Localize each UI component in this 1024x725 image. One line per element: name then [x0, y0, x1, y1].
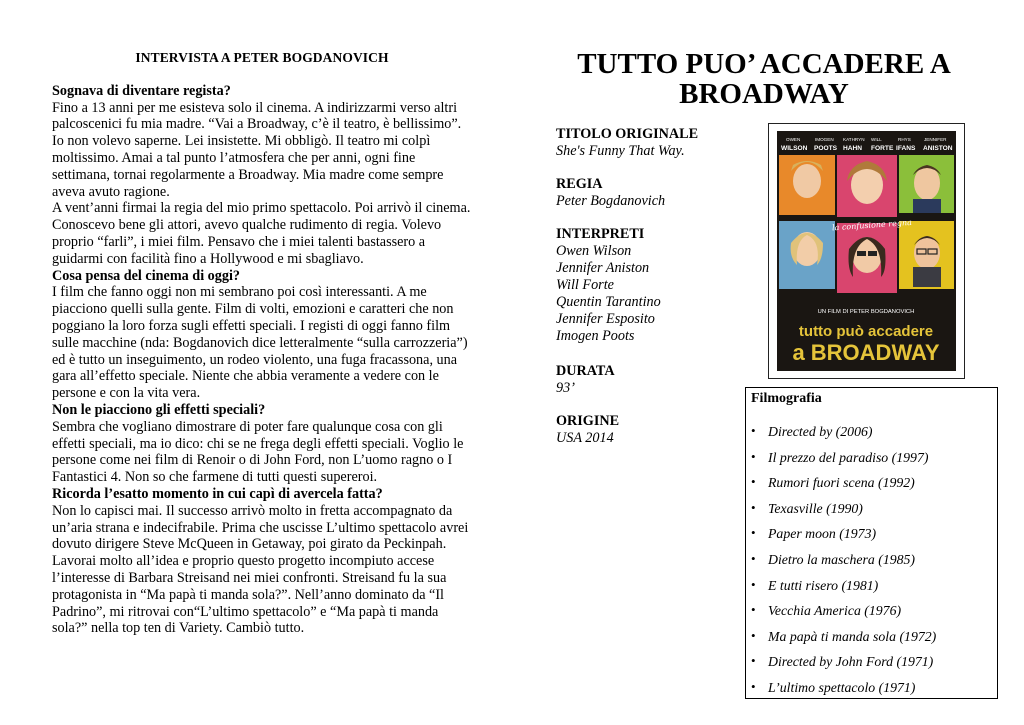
interview-column [52, 50, 472, 637]
cast-3: Quentin Tarantino [556, 294, 661, 310]
interview-answer: I film che fanno oggi non mi sembrano poi così interessanti. A me piacciono quelli sulla gente. Film di volti, emozioni e caratteri che non poggiano la loro forza sugli effetti speciali. I registi di oggi fanno film sulle macchine (nda: Bogdanovich dice letteralmente “sulla carrozzeria”) ed è tutto un inseguimento, un rodeo violento, una fuga fracassona, una gara all’effetto speciale. Niente che abbia veramente a vedere con le persone e con la vita vera. [52, 284, 468, 402]
interview-question: Ricorda l’esatto momento in cui capì di avercela fatta? [52, 485, 383, 502]
interview-answer: Fino a 13 anni per me esisteva solo il cinema. A indirizzarmi verso altri palcoscenici fu mia madre. “Vai a Broadway, c’è il teatro, è bellissimo”. Io non volevo saperne. Lei insistette. Mi obbligò. Il teatro mi colpì moltissimo. Amai a tal punto l’atmosfera che per anni, ogni fine settimana, tornai regolarmente a Broadway. Mia madre come sempre aveva avuto ragione. [52, 99, 462, 200]
poster-actor-2: KATHRYN [843, 137, 865, 142]
filmography-item: • Rumori fuori scena (1992) [751, 474, 915, 491]
original-title-label: TITOLO ORIGINALE [556, 126, 699, 142]
filmography-list [746, 424, 997, 706]
bullet-icon: • [751, 525, 756, 541]
poster-title-line2: a BROADWAY [792, 340, 940, 365]
interview-body [52, 83, 472, 637]
interview-answer: A vent’anni firmai la regia del mio primo spettacolo. Poi arrivò il cinema. Conoscevo bene gli attori, avevo qualche rudimento di regia. Volevo proprio “farli”, i miei film. Pensavo che i miei talenti bastassero a guidarmi con facilità fino a Hollywood e mi sbagliavo. [52, 200, 471, 267]
poster-actor-1: IMOGEN [815, 137, 834, 142]
origin-label: ORIGINE [556, 413, 620, 429]
bullet-icon: • [751, 678, 756, 694]
movie-poster [777, 131, 956, 371]
interview-question: Non le piacciono gli effetti speciali? [52, 401, 266, 418]
svg-text:FORTE: FORTE [871, 145, 894, 152]
bullet-icon: • [751, 653, 756, 669]
svg-text:WILSON: WILSON [781, 145, 808, 152]
origin: USA 2014 [556, 430, 614, 446]
cast-2: Will Forte [556, 277, 614, 293]
interview-question: Cosa pensa del cinema di oggi? [52, 267, 240, 284]
cast-5: Imogen Poots [556, 328, 635, 344]
cast-0: Owen Wilson [556, 243, 632, 259]
svg-text:POOTS: POOTS [814, 145, 838, 152]
poster-actor-4: RHYS [898, 137, 911, 142]
film-info [556, 126, 756, 463]
filmography-item: • Il prezzo del paradiso (1997) [751, 448, 929, 465]
filmography-item: • E tutti risero (1981) [751, 576, 879, 593]
poster-title-line1: tutto può accadere [798, 323, 934, 340]
film-title: TUTTO PUO’ ACCADERE A BROADWAY [577, 48, 951, 110]
interview-question: Sognava di diventare regista? [52, 82, 231, 99]
filmography-item: • L’ultimo spettacolo (1971) [751, 678, 916, 695]
bullet-icon: • [751, 602, 756, 618]
bullet-icon: • [751, 550, 756, 566]
poster-actor-0: OWEN [786, 137, 801, 142]
filmography-item: • Directed by (2006) [751, 423, 873, 439]
bullet-icon: • [751, 499, 756, 515]
filmography-item: • Dietro la maschera (1985) [751, 550, 916, 567]
original-title: She's Funny That Way. [556, 143, 685, 159]
poster-actor-3: WILL [871, 137, 882, 142]
filmography-item: • Directed by John Ford (1971) [751, 653, 934, 670]
interview-answer: Non lo capisci mai. Il successo arrivò molto in fretta accompagnato da un’aria strana e indecifrabile. Prima che uscisse L’ultimo spettacolo avrei dovuto dirigere Steve McQueen in Getaway, poi girato da Peckinpah. Lavorai molto all’idea e proprio questo progetto incompiuto accese l’interesse di Barbara Streisand nei miei confronti. Streisand fu la sua protagonista in “Ma papà ti manda sola?”. Nell’anno dominato da “Il Padrino”, mi ritrovai con“L’ultimo spettacolo” e “Ma papà ti manda sola?” nella top ten di Variety. Cambiò tutto. [52, 502, 469, 637]
director: Peter Bogdanovich [556, 193, 666, 209]
filmography-title: Filmografia [751, 391, 822, 406]
filmography-box [745, 387, 998, 699]
duration-label: DURATA [556, 363, 615, 379]
filmography-item: • Vecchia America (1976) [751, 602, 902, 619]
bullet-icon: • [751, 448, 756, 464]
filmography-item: • Ma papà ti manda sola (1972) [751, 627, 937, 644]
filmography-item: • Paper moon (1973) [751, 525, 877, 542]
interview-answer: Sembra che vogliano dimostrare di poter fare qualunque cosa con gli effetti speciali, ma io dico: chi se ne frega degli effetti speciali. Voglio le persone come nei film di Renoir o di John Ford, non L’uomo ragno o I Fantastici 4. Non so che farmene di tutti questi supereroi. [52, 418, 464, 486]
poster-tagline: la confusione regna [831, 217, 913, 233]
filmography-item: • Texasville (1990) [751, 499, 863, 516]
bullet-icon: • [751, 576, 756, 592]
cast-1: Jennifer Aniston [556, 260, 650, 276]
svg-text:HAHN: HAHN [843, 145, 863, 152]
duration: 93’ [556, 380, 575, 396]
cast-label: INTERPRETI [556, 226, 645, 242]
interview-heading: INTERVISTA A PETER BOGDANOVICH [135, 50, 389, 65]
cast-4: Jennifer Esposito [556, 311, 655, 327]
svg-text:IFANS: IFANS [896, 145, 916, 152]
director-label: REGIA [556, 176, 603, 192]
bullet-icon: • [751, 423, 756, 438]
svg-text:ANISTON: ANISTON [923, 145, 953, 152]
bullet-icon: • [751, 474, 756, 490]
poster-director-credit: UN FILM DI PETER BOGDANOVICH [817, 309, 915, 315]
poster-actor-5: JENNIFER [924, 137, 947, 142]
bullet-icon: • [751, 627, 756, 643]
poster-frame [768, 123, 965, 379]
